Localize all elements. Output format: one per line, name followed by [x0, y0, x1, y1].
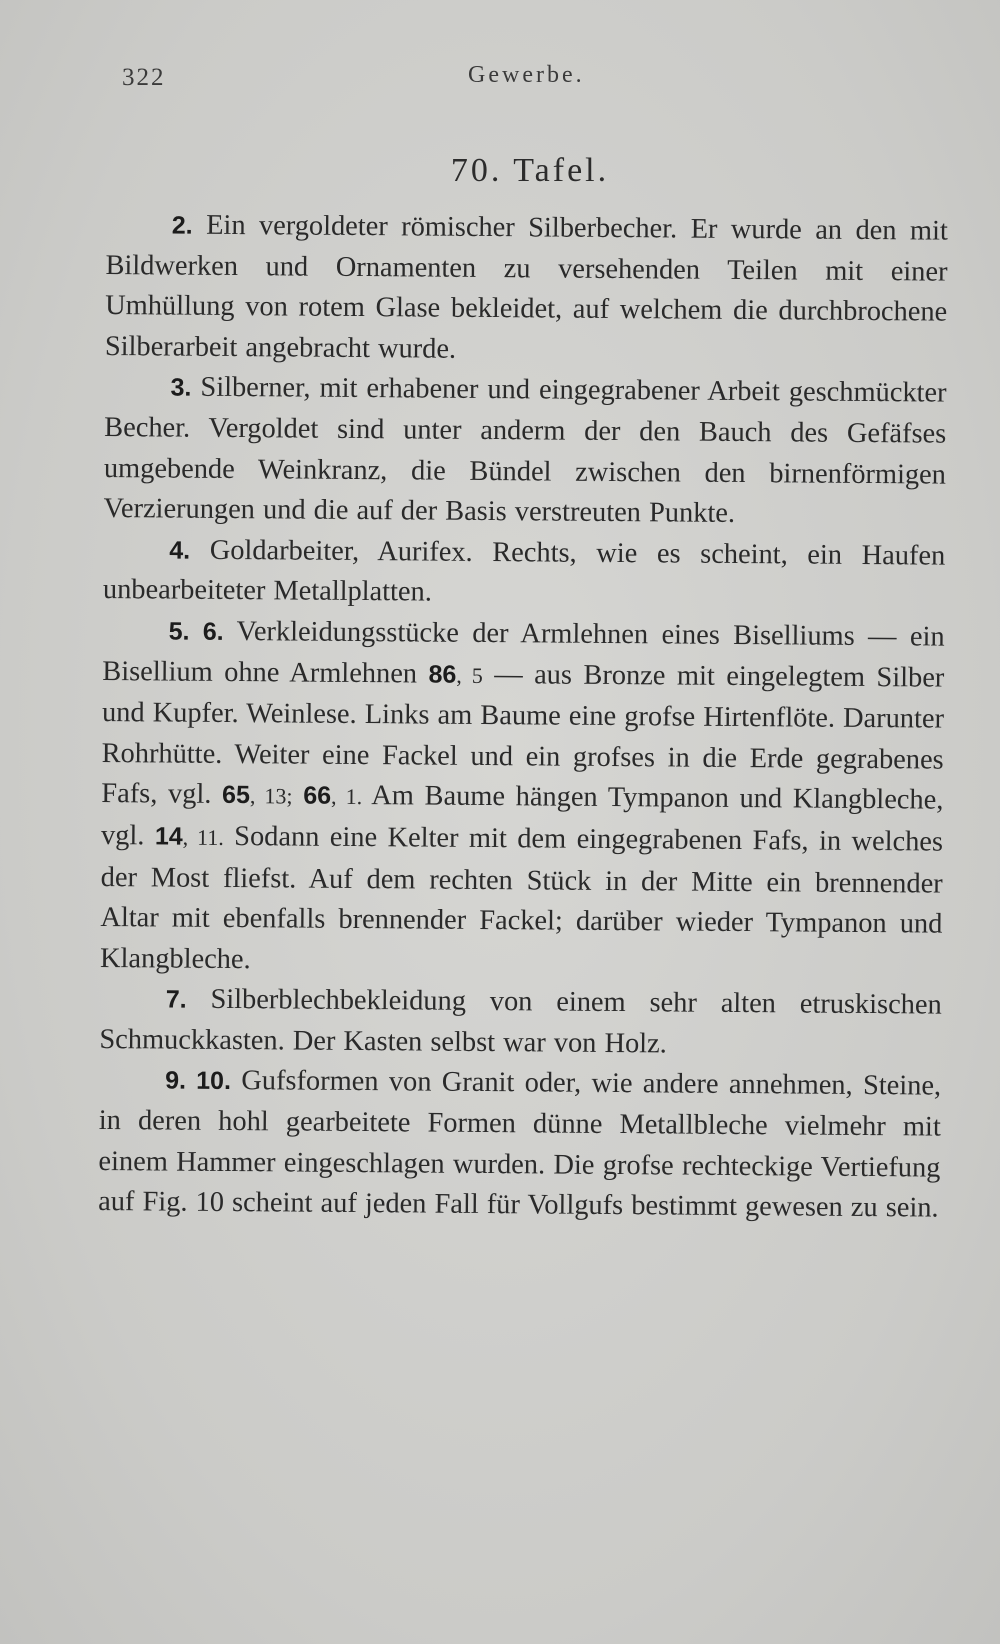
- entry-text: Gufsformen von Granit oder, wie andere annehmen, Steine, in deren hohl gearbeitete Formen dünne Metallbleche vielmehr mit einem Hammer eingeschlagen wurden. Die grofse rechteckige Vertiefung auf Fig. 10 scheint auf jeden Fall für Vollgufs bestimmt gewesen zu sein.: [98, 1065, 942, 1224]
- figure-reference: , 1.: [331, 784, 363, 810]
- page-number: 322: [122, 64, 166, 91]
- plate-reference: 66: [303, 781, 332, 811]
- plate-reference: 86: [428, 660, 457, 689]
- body-text: [98, 205, 948, 1229]
- entry-9-10: [98, 1060, 941, 1229]
- entry-2: [105, 205, 948, 374]
- figure-reference: , 5: [456, 662, 483, 688]
- figure-reference: , 11.: [182, 824, 224, 850]
- plate-title: 70. Tafel.: [450, 152, 610, 189]
- entry-text: Goldarbeiter, Aurifex. Rechts, wie es scheint, ein Haufen unbearbeiteter Metallplatten.: [102, 534, 946, 608]
- running-title: Gewerbe.: [468, 62, 585, 88]
- entry-text: Silberner, mit erhabener und eingegrabener Arbeit geschmückter Becher. Vergoldet sind unter anderm der den Bauch des Gefäfses umgebende Weinkranz, die Bündel zwischen den birnenförmigen Verzierungen und die auf der Basis verstreuten Punkte.: [103, 372, 947, 530]
- entry-text: Sodann eine Kelter mit dem eingegrabenen Fafs, in welches der Most fliefst. Auf dem rechten Stück in der Mitte ein brennender Altar mit ebenfalls brennender Fackel; darüber wieder Tympanon und Klangbleche.: [99, 820, 944, 975]
- entry-5-6: [100, 611, 945, 986]
- entry-4: [103, 530, 946, 618]
- page-header: [118, 58, 908, 98]
- entry-text: Am Baume hängen Tympanon und Klangbleche, vgl.: [100, 780, 944, 852]
- plate-reference: 65: [221, 781, 251, 810]
- entry-text: Ein vergoldeter römischer Silberbecher. Er wurde an den mit Bildwerken und Ornamenten zu versehenden Teilen mit einer Umhüllung von rotem Glase bekleidet, auf welchem die durchbrochene Silberarbeit angebracht wurde.: [104, 209, 948, 365]
- entry-number: 3.: [170, 373, 192, 403]
- entry-3: [103, 367, 946, 536]
- entry-text: — aus Bronze mit eingelegtem Silber und Kupfer. Weinlese. Links am Baume eine grofse Hirtenflöte. Darunter Rohrhütte. Weiter eine Fackel und ein grofses in die Erde gegrabenes Fafs, vgl.: [101, 658, 945, 811]
- entry-text: Verkleidungsstücke der Armlehnen eines Biselliums — ein Bisellium ohne Armlehnen: [102, 615, 945, 689]
- entry-number: 2.: [171, 211, 193, 240]
- entry-number: 4.: [169, 536, 191, 565]
- entry-number: 7.: [165, 985, 187, 1014]
- entry-number: 5. 6.: [168, 617, 224, 646]
- entry-number: 9. 10.: [165, 1066, 232, 1096]
- entry-text: Silberblechbekleidung von einem sehr alten etruskischen Schmuckkasten. Der Kasten selbst war von Holz.: [99, 984, 942, 1060]
- plate-reference: 14: [154, 822, 183, 851]
- figure-reference: , 13;: [249, 783, 293, 809]
- entry-7: [99, 979, 942, 1067]
